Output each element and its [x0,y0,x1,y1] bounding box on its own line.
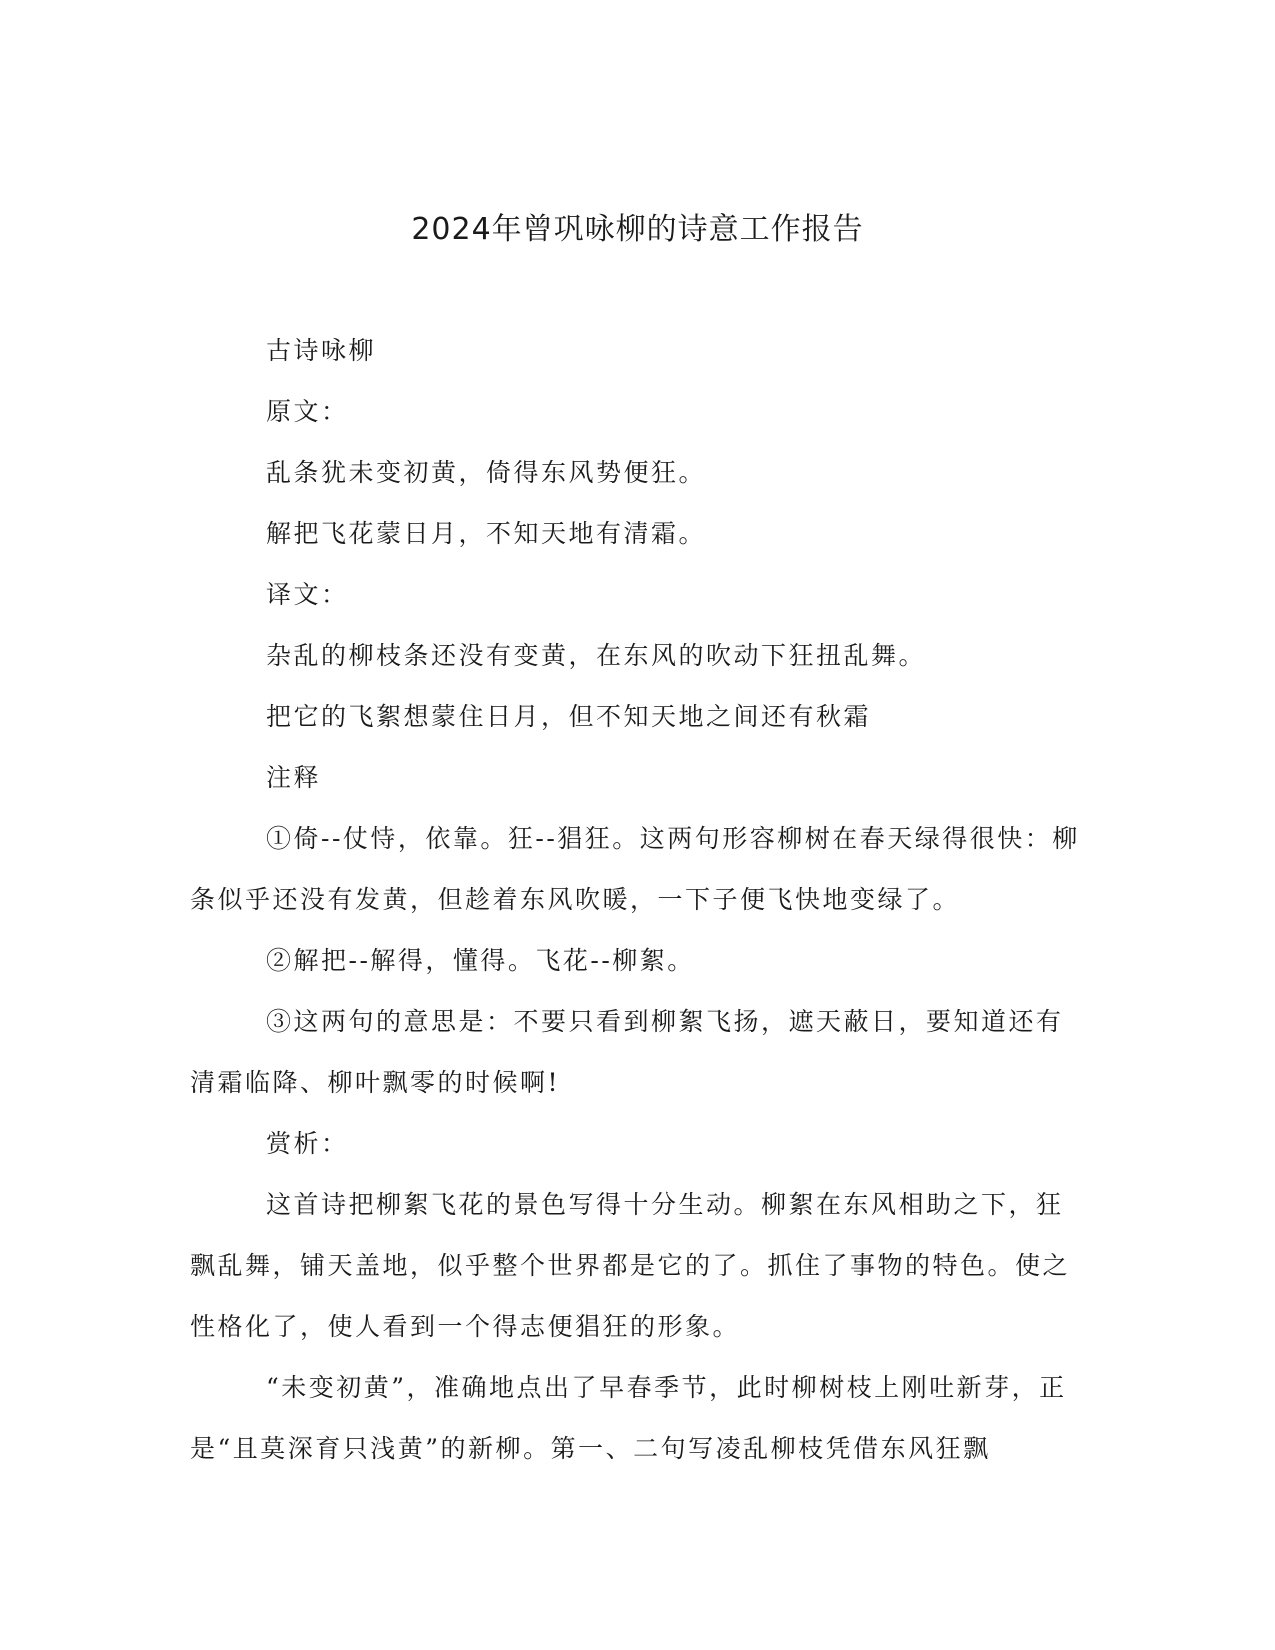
paragraph: 解把飞花蒙日月，不知天地有清霜。 [266,519,707,548]
paragraph: 乱条犹未变初黄，倚得东风势便狂。 [266,458,707,487]
paragraph: 赏析： [266,1129,349,1158]
paragraph: 杂乱的柳枝条还没有变黄，在东风的吹动下狂扭乱舞。 [266,641,927,670]
paragraph: 古诗咏柳 [266,336,377,365]
document-body [190,320,1090,1479]
paragraph: 这首诗把柳絮飞花的景色写得十分生动。柳絮在东风相助之下，狂飘乱舞，铺天盖地，似乎整个世界都是它的了。抓住了事物的特色。使之性格化了，使人看到一个得志便猖狂的形象。 [190,1190,1071,1341]
paragraph: 原文： [266,397,349,426]
paragraph: ②解把--解得，懂得。飞花--柳絮。 [266,946,695,975]
paragraph: “未变初黄”，准确地点出了早春季节，此时柳树枝上刚吐新芽，正是“且莫深育只浅黄”的新柳。第一、二句写凌乱柳枝凭借东风狂飘 [190,1373,1067,1463]
paragraph: 把它的飞絮想蒙住日月，但不知天地之间还有秋霜 [266,702,872,731]
paragraph: ③这两句的意思是：不要只看到柳絮飞扬，遮天蔽日，要知道还有清霜临降、柳叶飘零的时候啊! [190,1007,1064,1097]
paragraph: 译文： [266,580,349,609]
paragraph: ①倚--仗恃，依靠。狂--猖狂。这两句形容柳树在春天绿得很快：柳条似乎还没有发黄，但趁着东风吹暖，一下子便飞快地变绿了。 [190,824,1080,914]
document-title: 2024年曾巩咏柳的诗意工作报告 [411,212,864,247]
paragraph: 注释 [266,763,322,792]
